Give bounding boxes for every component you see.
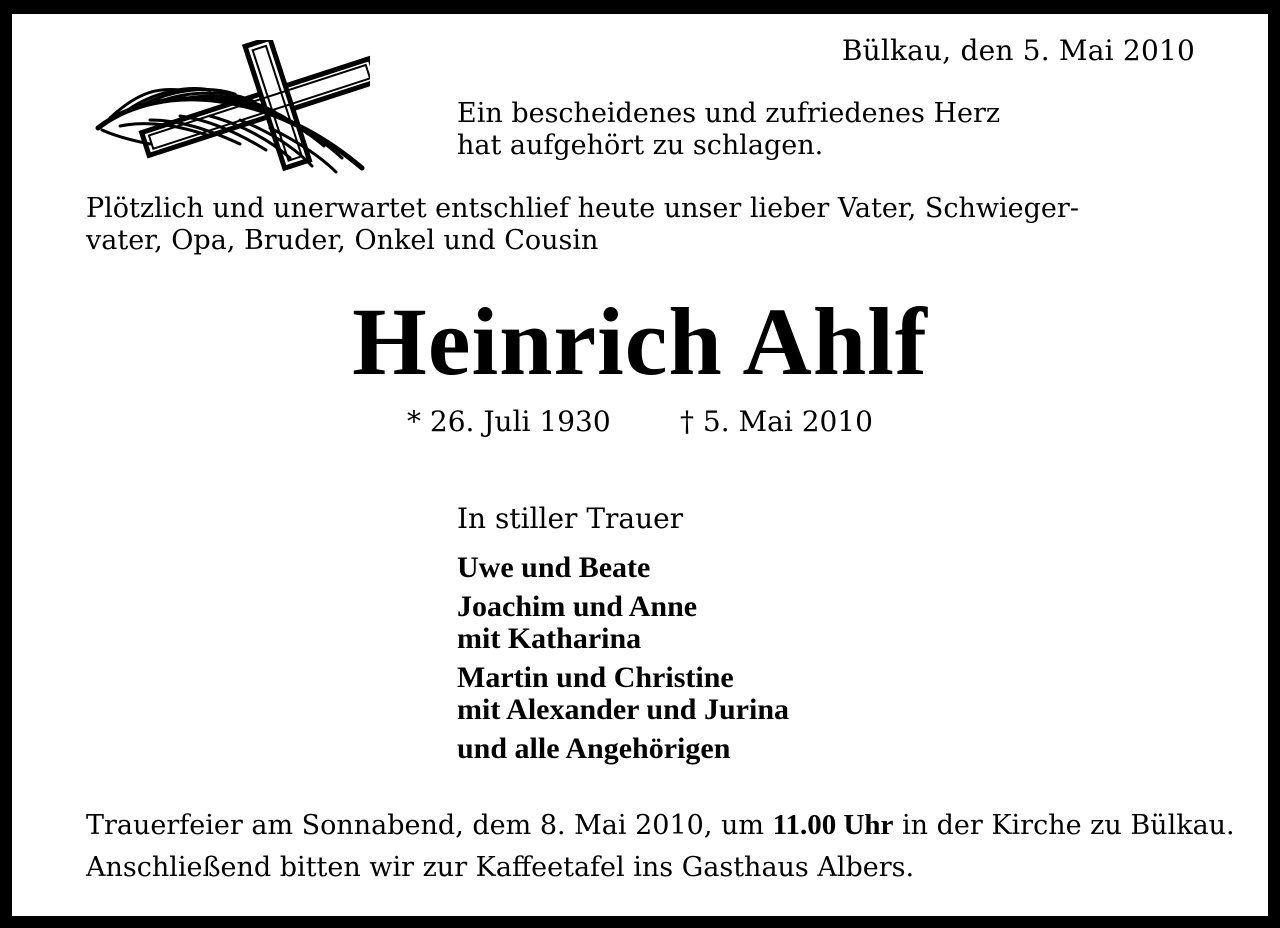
deceased-name: Heinrich Ahlf xyxy=(352,288,928,395)
funeral-info xyxy=(86,809,1235,842)
death-date: † 5. Mai 2010 xyxy=(680,405,873,438)
verse xyxy=(457,98,1000,162)
mourner-line: mit Katharina xyxy=(457,622,642,655)
mourner-line: Uwe und Beate xyxy=(457,551,651,584)
mourner-line: und alle Angehörigen xyxy=(457,732,731,765)
funeral-prefix: Trauerfeier am Sonnabend, dem 8. Mai 2010, um xyxy=(86,810,773,841)
mourner-line: Joachim und Anne xyxy=(457,590,698,623)
cross-with-palm-frond-icon xyxy=(80,40,370,180)
mourner-entry xyxy=(457,552,789,584)
coffee-invitation: Anschließend bitten wir zur Kaffeetafel ins Gasthaus Albers. xyxy=(86,852,915,883)
mourner-entry xyxy=(457,591,789,655)
funeral-time: 11.00 Uhr xyxy=(772,809,894,841)
intro-line: Plötzlich und unerwartet entschlief heute unser lieber Vater, Schwieger- xyxy=(86,193,1079,224)
birth-date: * 26. Juli 1930 xyxy=(407,405,611,438)
verse-line: Ein bescheidenes und zufriedenes Herz xyxy=(457,98,1001,129)
mourning-label: In stiller Trauer xyxy=(457,502,684,535)
intro-text xyxy=(86,193,1196,257)
funeral-suffix: in der Kirche zu Bülkau. xyxy=(893,810,1235,841)
mourner-line: Martin und Christine xyxy=(457,661,734,694)
mourner-entry xyxy=(457,662,789,726)
mourner-entry xyxy=(457,733,789,765)
mourner-line: mit Alexander und Jurina xyxy=(457,693,790,726)
date-place: Bülkau, den 5. Mai 2010 xyxy=(841,34,1195,67)
mourners-list xyxy=(457,552,789,772)
intro-line: vater, Opa, Bruder, Onkel und Cousin xyxy=(86,225,599,256)
verse-line: hat aufgehört zu schlagen. xyxy=(457,130,824,161)
